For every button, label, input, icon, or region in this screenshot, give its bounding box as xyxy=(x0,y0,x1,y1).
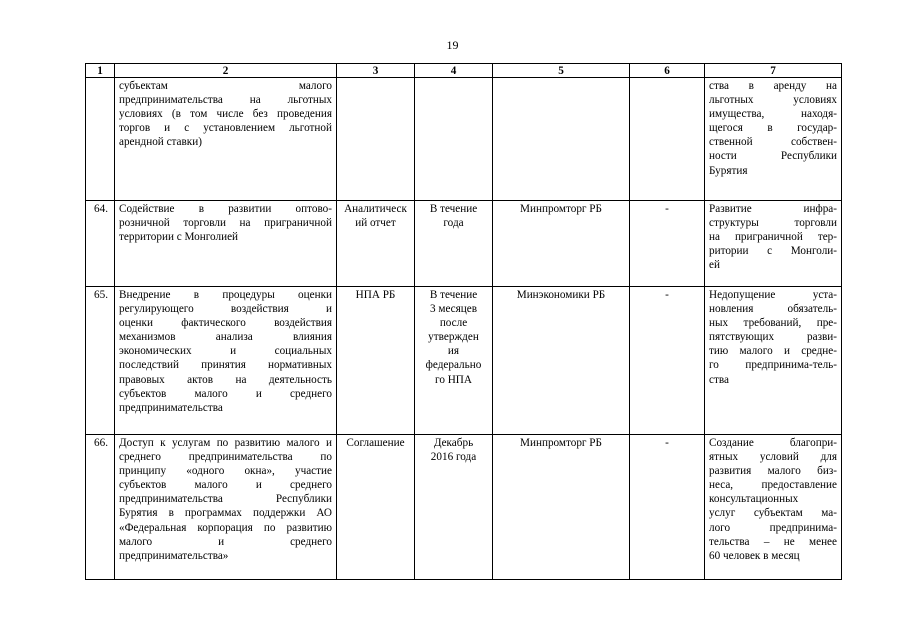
result-line: ственной собствен- xyxy=(709,136,837,149)
measure-description xyxy=(115,78,337,201)
header-row xyxy=(86,64,842,78)
result-line: ритории с Монголи- xyxy=(709,245,837,258)
result-line: на приграничной тер- xyxy=(709,231,837,244)
executor xyxy=(493,201,630,287)
header-col-6: 6 xyxy=(630,64,705,78)
desc-line: Внедрение в процедуры оценки xyxy=(119,289,332,301)
desc-line: субъектам малого xyxy=(119,80,332,92)
result-line: Развитие инфра- xyxy=(709,203,837,215)
term-line: федерально xyxy=(425,359,482,372)
desc-line: регулирующего воздействия и xyxy=(119,303,332,316)
doc-line: Аналитическ xyxy=(344,203,407,215)
term-line: ия xyxy=(447,345,460,358)
desc-line: экономических и социальных xyxy=(119,345,332,358)
desc-line: субъектов малого и среднего xyxy=(119,387,332,400)
financing: - xyxy=(630,287,705,435)
table-row xyxy=(86,287,842,435)
header-col-1: 1 xyxy=(86,64,115,78)
desc-line: последствий принятия нормативных xyxy=(119,359,332,372)
term-line: 2016 года xyxy=(430,451,477,464)
desc-line: торгов и с установлением льготной xyxy=(119,122,332,135)
result-line: лого предпринима- xyxy=(709,521,837,534)
term-line: В течение xyxy=(429,289,478,301)
expected-result xyxy=(705,287,842,435)
desc-line: условиях (в том числе без проведения xyxy=(119,108,332,121)
doc-line: НПА РБ xyxy=(355,289,396,301)
deadline xyxy=(415,201,493,287)
row-number: 66. xyxy=(86,435,115,580)
document-type xyxy=(337,201,415,287)
expected-result xyxy=(705,201,842,287)
result-line: Недопущение уста- xyxy=(709,289,837,301)
result-line: ей xyxy=(709,259,720,272)
term-line: после xyxy=(439,317,468,330)
desc-line: арендной ставки) xyxy=(119,136,202,149)
result-line: 60 человек в месяц xyxy=(709,549,800,562)
result-line: неса, предоставление xyxy=(709,479,837,492)
desc-line: Доступ к услугам по развитию малого и xyxy=(119,437,332,449)
doc-line: ий отчет xyxy=(355,217,396,230)
result-line: ности Республики xyxy=(709,150,837,163)
result-line: имущества, находя- xyxy=(709,108,837,121)
row-number: 65. xyxy=(86,287,115,435)
header-col-5: 5 xyxy=(493,64,630,78)
deadline xyxy=(415,78,493,201)
term-line: Декабрь xyxy=(433,437,474,449)
result-line: ства в аренду на xyxy=(709,80,837,92)
result-line: тию малого и средне- xyxy=(709,345,837,358)
deadline xyxy=(415,435,493,580)
expected-result xyxy=(705,435,842,580)
deadline xyxy=(415,287,493,435)
table-row xyxy=(86,201,842,287)
executor xyxy=(493,435,630,580)
desc-line: малого и среднего xyxy=(119,535,332,548)
term-line: утвержден xyxy=(428,331,479,344)
row-number: 64. xyxy=(86,201,115,287)
desc-line: субъектов малого и среднего xyxy=(119,479,332,492)
result-line: новления обязатель- xyxy=(709,303,837,316)
table-row xyxy=(86,78,842,201)
desc-line: предпринимательства xyxy=(119,401,223,414)
desc-line: Бурятия в программах поддержки АО xyxy=(119,507,332,520)
measure-description xyxy=(115,435,337,580)
row-number xyxy=(86,78,115,201)
desc-line: розничной торговли на приграничной xyxy=(119,217,332,230)
desc-line: «Федеральная корпорация по развитию xyxy=(119,521,332,534)
expected-result xyxy=(705,78,842,201)
result-line: Создание благопри- xyxy=(709,437,837,449)
header-col-4: 4 xyxy=(415,64,493,78)
desc-line: предпринимательства на льготных xyxy=(119,94,332,107)
financing: - xyxy=(630,435,705,580)
desc-line: среднего предпринимательства по xyxy=(119,451,332,464)
result-line: льготных условиях xyxy=(709,94,837,107)
desc-line: Содействие в развитии оптово- xyxy=(119,203,332,215)
result-line: развития малого биз- xyxy=(709,465,837,478)
financing: - xyxy=(630,201,705,287)
result-line: щегося в государ- xyxy=(709,122,837,135)
document-type xyxy=(337,78,415,201)
term-line: го НПА xyxy=(435,373,472,386)
desc-line: механизмов анализа влияния xyxy=(119,331,332,344)
result-line: тельства – не менее xyxy=(709,535,837,548)
financing xyxy=(630,78,705,201)
document-type xyxy=(337,287,415,435)
result-line: го предпринима-тель- xyxy=(709,359,837,372)
measures-table xyxy=(85,63,842,580)
page-number: 19 xyxy=(446,38,459,52)
desc-line: предпринимательства Республики xyxy=(119,493,332,506)
desc-line: оценки фактического воздействия xyxy=(119,317,332,330)
executor xyxy=(493,287,630,435)
desc-line: предпринимательства» xyxy=(119,549,229,562)
measure-description xyxy=(115,201,337,287)
result-line: пятствующих разви- xyxy=(709,331,837,344)
header-col-3: 3 xyxy=(337,64,415,78)
result-line: ных требований, пре- xyxy=(709,317,837,330)
header-col-7: 7 xyxy=(705,64,842,78)
doc-line: Соглашение xyxy=(346,437,405,449)
result-line: Бурятия xyxy=(709,164,748,177)
exec-line: Минпромторг РБ xyxy=(520,437,602,449)
term-line: В течение xyxy=(429,203,478,215)
header-col-2: 2 xyxy=(115,64,337,78)
desc-line: правовых актов на деятельность xyxy=(119,373,332,386)
result-line: консультационных xyxy=(709,493,799,506)
table-row xyxy=(86,435,842,580)
term-line: 3 месяцев xyxy=(429,303,478,316)
desc-line: территории с Монголией xyxy=(119,231,239,244)
result-line: ятных условий для xyxy=(709,451,837,464)
desc-line: принципу «одного окна», участие xyxy=(119,465,332,478)
measure-description xyxy=(115,287,337,435)
result-line: услуг субъектам ма- xyxy=(709,507,837,520)
document-type xyxy=(337,435,415,580)
exec-line: Минпромторг РБ xyxy=(520,203,602,215)
exec-line: Минэкономики РБ xyxy=(516,289,606,301)
result-line: ства xyxy=(709,373,729,386)
term-line: года xyxy=(443,217,464,230)
executor xyxy=(493,78,630,201)
result-line: структуры торговли xyxy=(709,217,837,230)
